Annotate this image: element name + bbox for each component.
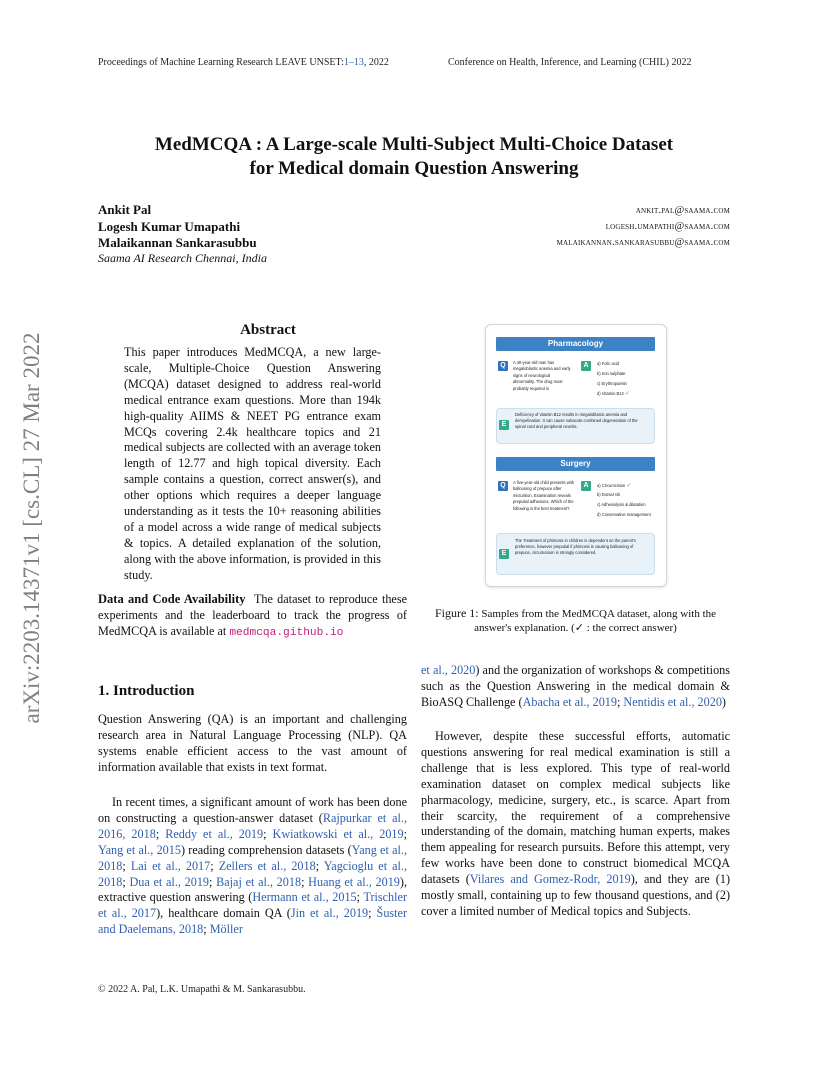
subject-band-pharmacology: Pharmacology [496, 337, 655, 351]
data-availability-heading: Data and Code Availability [98, 592, 246, 606]
citation-separator: ; [122, 874, 130, 889]
explanation-badge: E [499, 420, 509, 430]
intro-paragraph-2: In recent times, a significant amount of work has been done on constructing a question-answer dataset (Rajpurkar et al., 2016, 2018; Reddy et al., 2019; Kwiatkowski et al., 2019; Yang et al., 2015) reading comprehension datasets (Yang et al., 2018; Lai et al., 2017; Zellers et al., 2018; Yagcioglu et al., 2018; Dua et al., 2019; Bajaj et al., 2018; Huang et al., 2019), extractive question answering (Hermann et al., 2015; Trischler et al., 2017), healthcare domain QA (Jin et al., 2019; Šuster and Daelemans, 2018; Möller [98, 795, 408, 937]
explanation-text: The Treatment of phimosis in children is dependent on the parent's preference, however preputial if phimosis is causing ballooning of prepuce, circumcision is strongly considered. [515, 538, 636, 556]
citation-link[interactable]: Zellers et al., 2018 [218, 858, 316, 873]
citation-link[interactable]: Möller [209, 922, 243, 937]
citation-separator: ; [315, 858, 324, 873]
dataset-url-link[interactable]: medmcqa.github.io [229, 626, 344, 639]
author-name-1: Ankit Pal [98, 202, 152, 217]
abstract-body: This paper introduces MedMCQA, a new large-scale, Multiple-Choice Question Answering (MCQA) dataset designed to address real-world medical entrance exam questions. More than 194k high-quality AIIMS & NEET PG entrance exam MCQs covering 2.4k healthcare topics and 21 medical subjects are collected with an average token length of 12.77 and high topical diversity. Each sample contains a question, correct answer(s), and other options which requires a deeper language understanding as it tests the 10+ reasoning abilities of a model across a wide range of medical subjects & topics. A detailed explanation of the solution, along with the above information, is provided in this study. [124, 345, 381, 582]
running-header-right: Conference on Health, Inference, and Learning (CHIL) 2022 [448, 57, 692, 68]
explanation-text: Deficiency of vitamin B12 results in megaloblastic anemia and demyelination. It can cause subacute combined degeneration of the spinal cord and peripheral neuritis. [515, 412, 638, 430]
question-text: A 40-year-old man has megaloblastic anemia and early signs of neurological abnormality. The drug most probably required is [513, 360, 571, 391]
figure-caption: Figure 1: Samples from the MedMCQA dataset, along with the answer's explanation. (✓ : the correct answer) [434, 606, 717, 634]
citation-link[interactable]: Šuster and Daelemans, 2018 [98, 906, 408, 937]
answer-badge: A [581, 481, 591, 491]
arxiv-stamp: arXiv:2203.14371v1 [cs.CL] 27 Mar 2022 [19, 332, 44, 724]
citation-link[interactable]: Bajaj et al., 2018 [216, 874, 302, 889]
author-email-2: logesh.umapathi@saama.com [605, 221, 730, 232]
answer-option: c) Adhesiolysis & dilatation [597, 502, 646, 507]
citation-separator: ) and the organization of workshops & competitions such as the Question Answering in the medical domain & BioASQ Challenge ( [421, 663, 731, 709]
citation-link[interactable]: Dua et al., 2019 [129, 874, 210, 889]
citation-link[interactable]: Trischler et al., 2017 [98, 890, 407, 921]
citation-link[interactable]: Rajpurkar et al., 2016, 2018 [98, 810, 407, 841]
citation-link[interactable]: Yang et al., 2018 [98, 842, 407, 873]
intro-paragraph-1: Question Answering (QA) is an important and challenging research area in Natural Language Processing (NLP). QA systems enable efficient access to the vast amount of information available that exists in text format. [98, 712, 407, 774]
citation-separator: ) [721, 694, 726, 709]
citation-separator: ; [403, 826, 408, 841]
question-text: A five-year-old child presents with ballooning of prepuce after micturition. Examination reveals preputial adhesions. Which of the following is the best treatment? [513, 480, 574, 511]
explanation-badge: E [499, 549, 509, 559]
citation-separator: ; [209, 874, 217, 889]
subject-band-surgery: Surgery [496, 457, 655, 471]
figure-label: Figure 1: [434, 606, 479, 620]
citation-separator: ; [203, 922, 210, 937]
citation-link[interactable]: Nentidis et al., 2020 [623, 694, 722, 709]
answer-badge: A [581, 361, 591, 371]
check-mark-icon: ✓ [626, 483, 632, 489]
citation-link[interactable]: Abacha et al., 2019 [522, 694, 617, 709]
answer-option: a) Folic acid [597, 361, 620, 366]
citation-separator: ; [356, 890, 364, 905]
answer-option: d) Conservative management [597, 512, 651, 517]
title-line-1: MedMCQA : A Large-scale Multi-Subject Multi-Choice Dataset [154, 134, 674, 155]
citation-separator: ; [263, 826, 273, 841]
citation-link[interactable]: Reddy et al., 2019 [165, 826, 264, 841]
citation-separator: ), extractive question answering ( [98, 874, 407, 905]
affiliation: Saama AI Research Chennai, India [98, 251, 267, 265]
paper-title [60, 133, 768, 181]
answer-option: b) Dorsal slit [597, 492, 620, 497]
title-line-2: for Medical domain Question Answering [249, 158, 579, 179]
check-mark-icon: ✓ [624, 391, 630, 397]
author-name-3: Malaikannan Sankarasubbu [98, 235, 257, 250]
citation-separator: ; [301, 874, 309, 889]
citation-link[interactable]: Huang et al., 2019 [308, 874, 400, 889]
citation-separator: ; [616, 694, 624, 709]
citation-link[interactable]: Kwiatkowski et al., 2019 [272, 826, 404, 841]
data-availability-paragraph: Data and Code Availability The dataset to reproduce these experiments and the leaderboard to track the progress of MedMCQA is available at medmcqa.github.io [98, 592, 407, 639]
running-header-left: Proceedings of Machine Learning Research LEAVE UNSET:1–13, 2022 [98, 57, 389, 68]
answer-option-correct: d) Vitamin B12 ✓ [597, 391, 630, 397]
citation-separator: ; [210, 858, 219, 873]
citation-link[interactable]: Hermann et al., 2015 [252, 890, 357, 905]
author-email-1: ankit.pal@saama.com [635, 205, 730, 216]
citation-link[interactable]: Vilares and Gomez-Rodr, 2019 [469, 872, 631, 887]
citation-link[interactable]: Jin et al., 2019 [290, 906, 369, 921]
explanation-box [496, 408, 655, 444]
right-column-paragraph-1 [421, 663, 730, 711]
question-badge: Q [498, 361, 508, 371]
citation-separator: ), healthcare domain QA ( [156, 906, 291, 921]
copyright-footer: © 2022 A. Pal, L.K. Umapathi & M. Sankarasubbu. [98, 984, 306, 995]
right-column-paragraph-2: However, despite these successful efforts, automatic questions answering for real medical examination is still a challenge that is less explored. This type of real-world examination dataset on complex medical subjects like pharmacology, medicine, surgery, etc., is scarce. Apart from their scarcity, the requirement of a comprehensive understanding of the domain, matching human experts, makes them appealing for research pursuits. Before this attempt, very few works have been done to construct biomedical MCQA datasets (Vilares and Gomez-Rodr, 2019), and they are (1) mostly small, containing up to few thousand questions, and (2) cover a limited number of Medical topics and Subjects. [421, 729, 730, 918]
citation-separator: ; [368, 906, 377, 921]
figure-1-samples [485, 324, 667, 587]
citation-link[interactable]: et al., 2020 [421, 663, 476, 677]
author-name-2: Logesh Kumar Umapathi [98, 219, 241, 234]
citation-link[interactable]: Lai et al., 2017 [130, 858, 211, 873]
citation-separator: ; [155, 826, 166, 841]
citation-link[interactable]: Yang et al., 2015 [98, 842, 181, 857]
citation-separator: ) reading comprehension datasets ( [180, 842, 352, 857]
page-range-link[interactable]: 1–13 [343, 57, 364, 68]
question-badge: Q [498, 481, 508, 491]
abstract-heading: Abstract [240, 322, 296, 338]
answer-option: b) Iron sulphate [597, 371, 626, 376]
citation-separator: ; [122, 858, 131, 873]
section-heading-introduction: 1. Introduction [98, 683, 195, 699]
answer-option: c) Erythropoietin [597, 381, 627, 386]
answer-option-correct: a) Circumcision ✓ [597, 483, 632, 489]
author-email-3: malaikannan.sankarasubbu@saama.com [556, 237, 730, 248]
citation-link[interactable]: Yagcioglu et al., 2018 [98, 858, 408, 889]
explanation-box [496, 533, 655, 575]
